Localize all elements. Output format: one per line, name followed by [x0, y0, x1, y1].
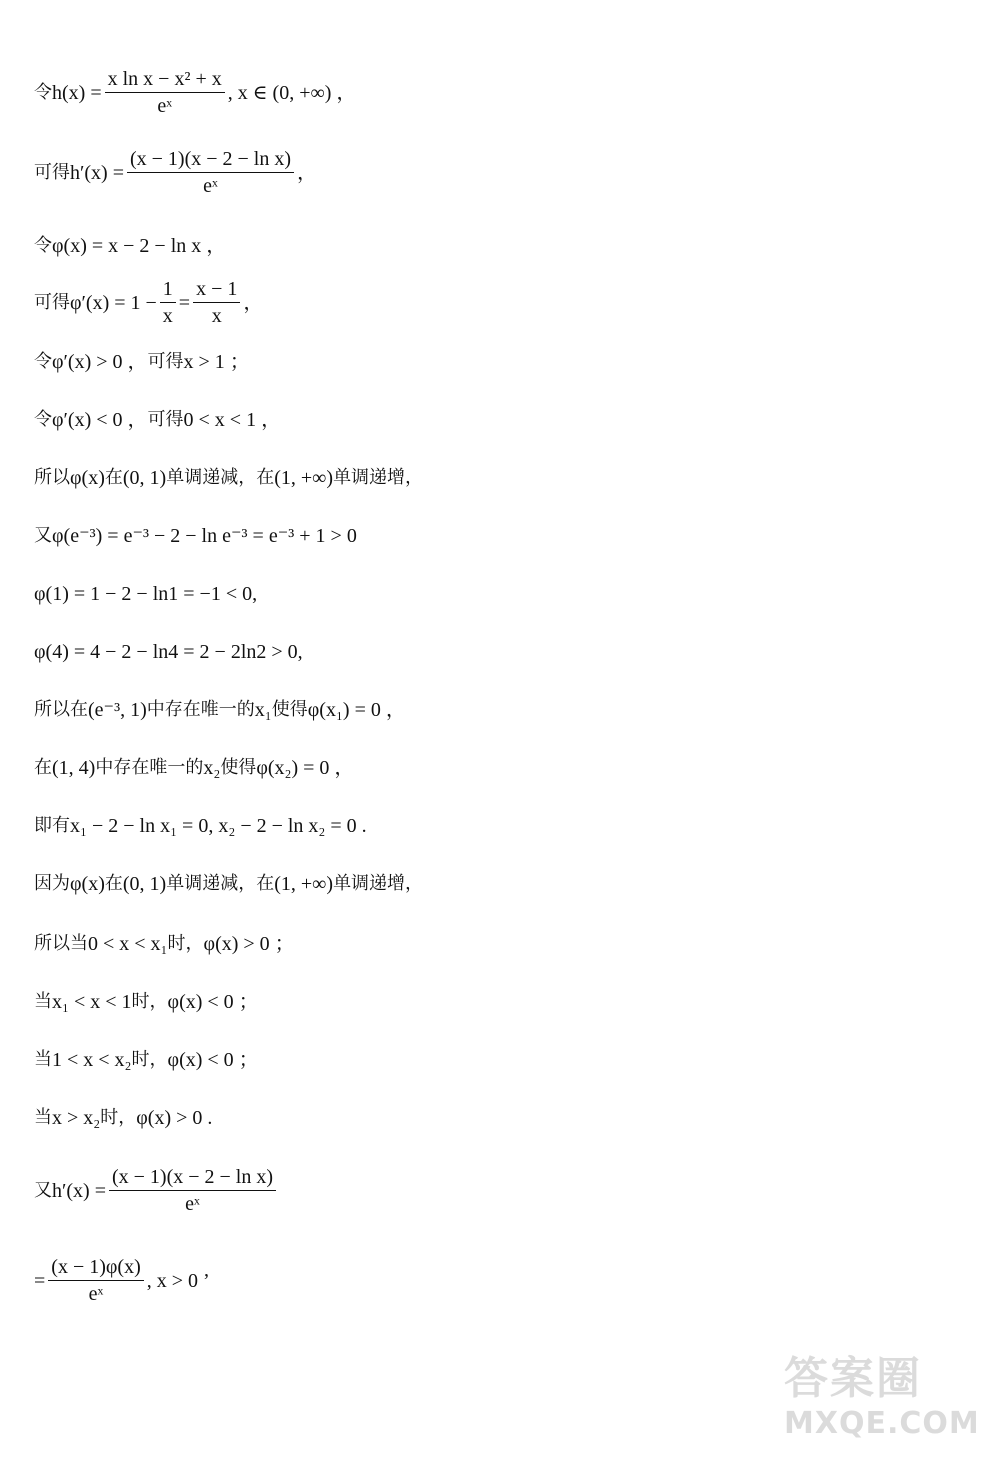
math: (0, 1) [122, 873, 167, 895]
denominator: x [211, 305, 222, 327]
math: x₁ [254, 699, 272, 721]
denominator: x [162, 305, 173, 327]
text: 当 [34, 991, 52, 1012]
math: = [34, 1269, 46, 1292]
text: 单调递减，在 [166, 873, 275, 894]
text: 时， [167, 933, 204, 954]
text: 即有 [34, 815, 70, 836]
solution-line [34, 1256, 210, 1305]
math: φ(x) > 0 ； [203, 933, 295, 955]
solution-line [34, 582, 257, 606]
text: 在 [104, 873, 123, 894]
text: 单调递减，在 [166, 467, 275, 488]
text: 在 [104, 467, 123, 488]
text: 可得 [34, 291, 70, 313]
text: 时， [100, 1107, 137, 1128]
math: h′(x) = [70, 161, 124, 184]
numerator: (x − 1)(x − 2 − ln x) [109, 1166, 276, 1191]
fraction [109, 1166, 276, 1215]
math: φ′(x) > 0 ， [52, 351, 148, 373]
text: 令 [34, 235, 52, 256]
math: (0, 1) [122, 467, 167, 489]
fraction [160, 278, 176, 327]
text: 使得 [220, 757, 257, 778]
text: 令 [34, 81, 52, 103]
math: (1, +∞) [274, 873, 334, 895]
math: ， [297, 161, 318, 184]
fraction [105, 68, 225, 117]
math: h′(x) = [52, 1179, 106, 1202]
watermark-url-text: MXQE.COM [784, 1406, 980, 1441]
math: x₁ − 2 − ln x₁ = 0, x₂ − 2 − ln x₂ = 0 . [70, 815, 367, 837]
fraction [48, 1256, 143, 1305]
math: x > x₂ [52, 1107, 101, 1129]
solution-line [34, 756, 354, 780]
math: h(x) = [52, 81, 102, 104]
text: 中存在唯一的 [146, 699, 255, 720]
solution-line [34, 524, 357, 548]
math: x > 1 ； [183, 351, 250, 373]
numerator: 1 [160, 278, 176, 303]
math: φ(e⁻³) = e⁻³ − 2 − ln e⁻³ = e⁻³ + 1 > 0 [52, 525, 357, 547]
math: 0 < x < x₁ [88, 933, 168, 955]
text: 时， [131, 1049, 168, 1070]
solution-line [34, 466, 423, 490]
math: φ(4) = 4 − 2 − ln4 = 2 − 2ln2 > 0, [34, 641, 303, 663]
text: 可得 [147, 351, 184, 372]
denominator: eˣ [203, 175, 218, 197]
denominator: eˣ [88, 1283, 104, 1305]
math: φ(x) [70, 467, 105, 489]
text: 在 [34, 757, 52, 778]
solution-line [34, 148, 317, 197]
math: φ(x) < 0 ； [167, 991, 259, 1013]
fraction [193, 278, 240, 327]
math: φ′(x) = 1 − [70, 291, 157, 314]
solution-line [34, 698, 406, 722]
math: , x ∈ (0, +∞) ， [227, 81, 357, 104]
text: 中存在唯一的 [95, 757, 204, 778]
math: x₁ < x < 1 [52, 991, 132, 1013]
math: φ(x) > 0 . [136, 1107, 213, 1129]
math: 1 < x < x₂ [52, 1049, 132, 1071]
text: 所以 [34, 467, 70, 488]
text: 当 [34, 1107, 52, 1128]
denominator: eˣ [157, 95, 172, 117]
solution-line [34, 990, 259, 1014]
watermark-logo [784, 1342, 980, 1442]
text: 令 [34, 351, 52, 372]
solution-line [34, 932, 295, 956]
text: 所以在 [34, 699, 88, 720]
watermark-chinese-text: 答案圈 [784, 1353, 922, 1404]
math: (1, 4) [52, 757, 96, 779]
solution-line [34, 278, 263, 327]
text: 又 [34, 1179, 52, 1201]
numerator: (x − 1)(x − 2 − ln x) [127, 148, 294, 173]
text: 可得 [147, 409, 184, 430]
math: φ(x₂) = 0 ， [256, 757, 355, 779]
text: 单调递增， [333, 873, 424, 894]
math: = [178, 291, 191, 314]
solution-line [34, 408, 281, 432]
fraction [127, 148, 294, 197]
text: 可得 [34, 161, 70, 183]
text: 令 [34, 409, 52, 430]
text: 单调递增， [333, 467, 424, 488]
text: 因为 [34, 873, 70, 894]
math: (e⁻³, 1) [88, 699, 147, 721]
solution-line [34, 68, 356, 117]
math: φ(x) < 0 ； [167, 1049, 259, 1071]
solution-line [34, 350, 250, 374]
solution-line [34, 640, 303, 664]
text: 时， [131, 991, 168, 1012]
math: φ(x) = x − 2 − ln x ， [52, 235, 227, 257]
math: (1, +∞) [274, 467, 334, 489]
math: x₂ [203, 757, 221, 779]
text: 当 [34, 1049, 52, 1070]
solution-line [34, 1106, 212, 1130]
math: ， [243, 291, 264, 314]
math: φ(x) [70, 873, 105, 895]
text: 所以当 [34, 933, 88, 954]
numerator: x − 1 [193, 278, 240, 303]
solution-line [34, 1166, 279, 1215]
math: 0 < x < 1 ， [183, 409, 282, 431]
solution-line [34, 872, 423, 896]
solution-line [34, 234, 226, 258]
text: 又 [34, 525, 52, 546]
solution-line [34, 814, 367, 838]
denominator: eˣ [185, 1193, 200, 1215]
math: φ′(x) < 0 ， [52, 409, 148, 431]
numerator: x ln x − x² + x [105, 68, 225, 93]
text: 使得 [271, 699, 308, 720]
math: φ(x₁) = 0 ， [307, 699, 406, 721]
numerator: (x − 1)φ(x) [48, 1256, 143, 1281]
solution-line [34, 1048, 259, 1072]
math: , x > 0 ’ [146, 1269, 210, 1292]
math: φ(1) = 1 − 2 − ln1 = −1 < 0, [34, 583, 258, 605]
